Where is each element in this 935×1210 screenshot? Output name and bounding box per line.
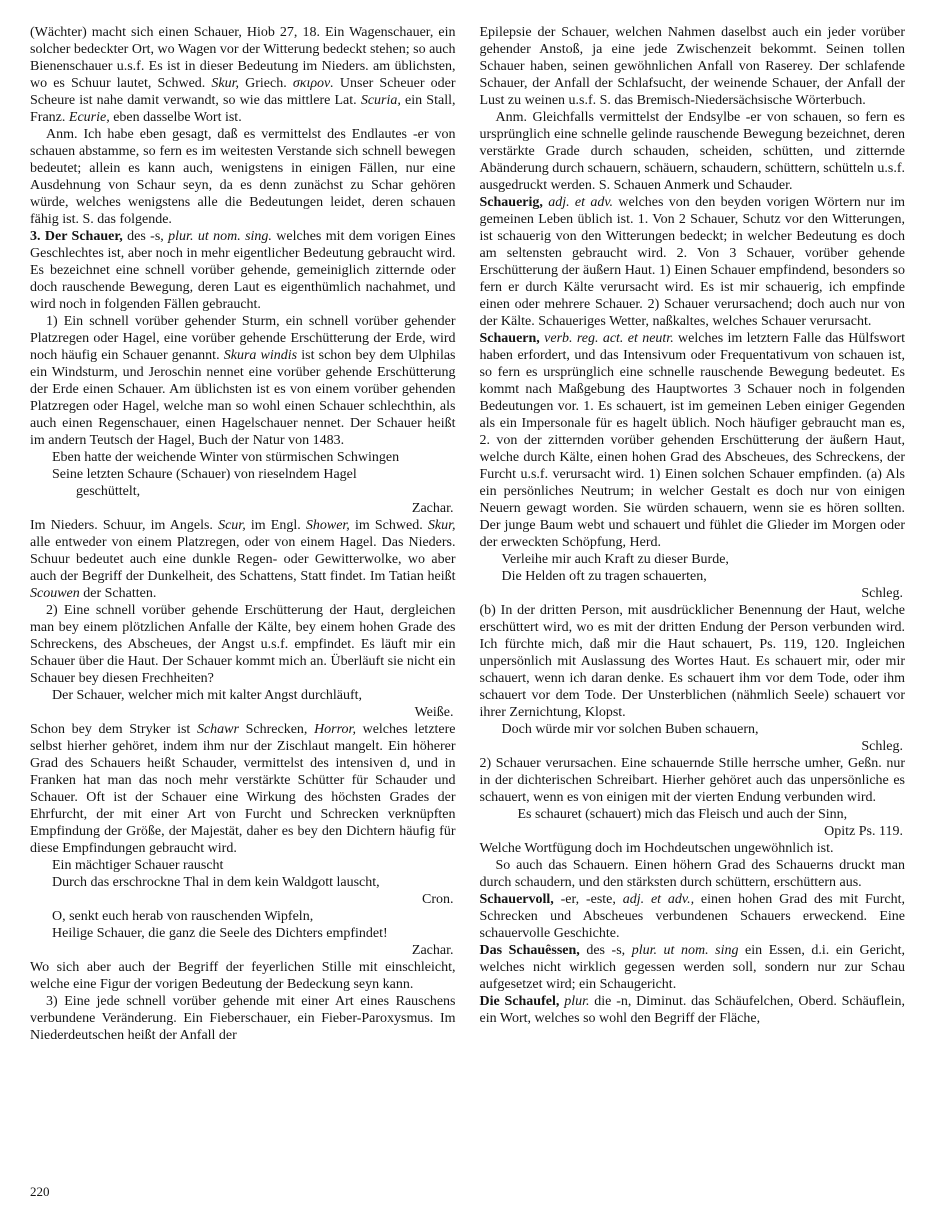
italic-text: Scouwen bbox=[30, 586, 80, 601]
italic-text: Skur, bbox=[427, 518, 456, 533]
verse-line bbox=[30, 908, 456, 925]
paragraph bbox=[30, 959, 456, 993]
entry-headword: Schauerig, bbox=[479, 195, 543, 210]
body-text: Verleihe mir auch Kraft zu dieser Burde, bbox=[501, 552, 729, 567]
body-text: Zachar. bbox=[411, 501, 454, 516]
entry-headword: Schauervoll, bbox=[479, 892, 554, 907]
verse-line bbox=[30, 449, 456, 466]
body-text: ein Stall, Franz. bbox=[30, 93, 456, 125]
paragraph bbox=[480, 194, 906, 330]
body-text: welches letztere selbst hierher gehöret, indem ihm nur der Zischlaut mangelt. Ein höherer Grad des Schauers heißt Schauder, vermittelst des intensiven d, und in Franken hat man das noch mehr verstärkte Schütter für Schauder und Schauer. Oft ist der Schauer eine Wirkung des höchsten Grades der Ehrfurcht, der mit einer Art von Furcht und Schrecken verknüpften Empfindung der Größe, der Majestät, daher es bey den Dichtern häufig für diese Empfindungen gebraucht wird. bbox=[30, 722, 456, 856]
body-text: ist schon bey dem Ulphilas ein Windsturm, und Jeroschin nennet eine vorüber gehende Erschütterung der Erde einen Schauer. Am üblichsten ist es von einem vorüber gehenden Platzregen oder Hagel, welche man so wohl einen Schauer schlechthin, als auch einen Regenschauer, einen Hagelschauer nennet. Der Schauer heißt im andern Teutsch der Hagel, Buch der Natur von 1483. bbox=[30, 348, 456, 448]
italic-text: adj. et adv. bbox=[548, 195, 614, 210]
body-text: So auch das Schauern. Einen höhern Grad des Schauerns druckt man durch schaudern, und den stärksten durch schüttern, erschüttern aus. bbox=[479, 858, 905, 890]
page-number: 220 bbox=[30, 1184, 50, 1199]
body-text: welches mit dem vorigen Eines Geschlechtes ist, aber noch in mehr eigentlicher Bedeutung gebraucht wird. Es bezeichnet eine schnell vorüber gehende, gemeiniglich zitternde oder doch rauschende Bewegung, deren Laut es eigenthümlich nachahmet, und wird noch in folgenden Fällen gebraucht. bbox=[30, 229, 456, 312]
paragraph bbox=[480, 109, 906, 194]
entry-headword: 3. Der Schauer, bbox=[30, 229, 123, 244]
body-text: Schleg. bbox=[861, 739, 903, 754]
body-text: 2) Schauer verursachen. Eine schauernde Stille herrsche umher, Geßn. nur in der dichterischen Schreibart. Hierher gehöret auch das unpersönliche es schauert, wenn es von einigen mit der vierten Endung verbunden wird. bbox=[479, 756, 905, 805]
body-text: der Schatten. bbox=[79, 586, 157, 601]
italic-text: Skura windis bbox=[223, 348, 298, 363]
paragraph bbox=[30, 721, 456, 857]
paragraph bbox=[480, 330, 906, 551]
body-text: die -n, Diminut. das Schäufelchen, Oberd. Schäuflein, ein Wort, welches so wohl den Begriff der Fläche, bbox=[479, 994, 906, 1026]
verse-line bbox=[30, 874, 456, 891]
body-text: des -s, bbox=[579, 943, 632, 958]
paragraph bbox=[30, 228, 456, 313]
body-text: (b) In der dritten Person, mit ausdrücklicher Benennung der Haut, welche erschüttert wird, wo es mit der dritten Endung der Person verbunden wird. Ich fürchte mich, daß mir die Haut schauert, Ps. 119, 120. Ingleichen unpersönlich mit Auslassung des Wortes Haut. Es schauert mir, oder mir schauert, wenn ich daran denke. Es schauert ihm vor dem Tode, oder ihm schauert vor dem Tode. Der Unsterblichen (nähmlich Seele) schauert vor ihrer Zernichtung, Klopst. bbox=[479, 603, 905, 720]
body-text: alle entweder von einem Platzregen, oder von einem Hagel. Das Nieders. Schuur bedeutet auch eine dunkle Regen- oder Gewitterwolke, wo aber auch der Begriff der Dunkelheit, des Schattens, Statt findet. Im Tatian heißt bbox=[30, 535, 456, 584]
body-text: Schon bey dem Stryker ist bbox=[30, 722, 197, 737]
body-text: einen hohen Grad des mit Furcht, Schrecken und Abscheues verbundenen Schauers erweckend. Eine schauervolle Geschichte. bbox=[479, 892, 906, 941]
verse-attribution bbox=[30, 891, 456, 908]
body-text: 1) Ein schnell vorüber gehender Sturm, ein schnell vorüber gehender Platzregen oder Hagel, eine vorüber gehende Erschütterung der Erde, wird noch häufig ein Schauer genannt. bbox=[30, 314, 456, 363]
verse-line bbox=[30, 925, 456, 942]
body-text: Schrecken, bbox=[238, 722, 315, 737]
paragraph bbox=[480, 602, 906, 721]
verse-attribution bbox=[480, 823, 906, 840]
body-text: Zachar. bbox=[411, 943, 454, 958]
paragraph bbox=[480, 857, 906, 891]
entry-headword: Die Schaufel, bbox=[479, 994, 560, 1009]
verse-attribution bbox=[480, 585, 906, 602]
body-text: 2) Eine schnell vorüber gehende Erschütterung der Haut, dergleichen man bey einem plötzlichen Anfalle der Kälte, bey einem hohen Grade des Schreckens, des Abscheues, der Angst u.s.f. empfindet. Es läuft mir ein Schauer über die Haut. Der Schauer kommt mich an. Überläuft sie nicht ein Schauer bey diesen Frechheiten? bbox=[30, 603, 456, 686]
verse-attribution bbox=[30, 500, 456, 517]
body-text: ein Essen, d.i. ein Gericht, welches nicht wirklich gegessen werden soll, sondern nur zur Schau aufgesetzet wird; ein Schaugericht. bbox=[479, 943, 905, 992]
verse-attribution bbox=[30, 942, 456, 959]
body-text: Eben hatte der weichende Winter von stürmischen Schwingen bbox=[52, 450, 400, 465]
italic-text: adj. et adv., bbox=[622, 892, 695, 907]
body-text: Wo sich aber auch der Begriff der feyerlichen Stille mit einschleicht, welche eine Figur der vorigen Bedeutung der Bedeckung seyn kann. bbox=[30, 960, 456, 992]
italic-text: Scur, bbox=[218, 518, 246, 533]
body-text: Griech. bbox=[239, 76, 293, 91]
italic-text: Scuria, bbox=[360, 93, 401, 108]
paragraph bbox=[30, 126, 456, 228]
verse-line bbox=[30, 483, 456, 500]
verse-line bbox=[30, 687, 456, 704]
entry-headword: Das Schauêssen, bbox=[479, 943, 580, 958]
body-text: Schleg. bbox=[861, 586, 903, 601]
paragraph bbox=[480, 942, 906, 993]
italic-text: Ecurie, bbox=[68, 110, 110, 125]
body-text: O, senkt euch herab von rauschenden Wipfeln, bbox=[52, 909, 314, 924]
body-text: Ein mächtiger Schauer rauscht bbox=[52, 858, 224, 873]
body-text: -er, -este, bbox=[553, 892, 623, 907]
body-text: eben dasselbe Wort ist. bbox=[109, 110, 242, 125]
paragraph bbox=[480, 840, 906, 857]
verse-line bbox=[480, 568, 906, 585]
paragraph bbox=[30, 993, 456, 1044]
body-text: (Wächter) macht sich einen Schauer, Hiob 27, 18. Ein Wagenschauer, ein solcher bedeckter Ort, wo Wagen vor der Witterung bedeckt stehen; so auch Bienenschauer u.s.f. Es ist in dieser Bedeutung im Nieders. am üblichsten, wo es Schuur lautet, Schwed. bbox=[30, 25, 456, 91]
body-text: Durch das erschrockne Thal in dem kein Waldgott lauscht, bbox=[52, 875, 380, 890]
paragraph bbox=[480, 993, 906, 1027]
italic-text: plur. bbox=[564, 994, 590, 1009]
body-text: Welche Wortfügung doch im Hochdeutschen ungewöhnlich ist. bbox=[479, 841, 834, 856]
body-text: Die Helden oft zu tragen schauerten, bbox=[501, 569, 707, 584]
body-text: 3) Eine jede schnell vorüber gehende mit einer Art eines Rauschens verbundene Veränderung. Ein Fieberschauer, ein Fieber-Paroxysmus. Im Niederdeutschen heißt der Anfall der bbox=[30, 994, 456, 1043]
right-column bbox=[480, 24, 906, 1044]
verse-line bbox=[30, 857, 456, 874]
verse-line bbox=[480, 721, 906, 738]
body-text: Unser Scheuer oder Scheure ist nahe damit verwandt, so wie das mittlere Lat. bbox=[30, 76, 456, 108]
body-text: welches im letztern Falle das Hülfswort haben erfordert, und das Intensivum oder Frequentativum von schauen ist, so fern es ursprünglich eine schnelle rauschende Bewegung bedeutet. Es kommt nach Maßgebung des Hauptwortes 3 Schauer noch in folgenden Bedeutungen vor. 1. Es schauert, ist im gemeinen Leben einiger Gegenden als ein Impersonale für es hagelt üblich. Noch häufiger gebraucht man es, 2. von der zitternden vorüber gehenden Erschütterung der äußern Haut, welche durch Kälte, einen hohen Grad des Abscheues, des Schreckens, der Furcht u.s.f. verursacht wird. 1) Einen solchen Schauer empfinden. (a) Als ein persönliches Neutrum; in welcher Gestalt es doch nur von einigen Neuern gewagt worden. Sie würden schauern, wenn sie es hören sollten. Der junge Baum webt und schauert und fühlet die Glieder im Morgen oder der erweckten Schöpfung, Herd. bbox=[479, 331, 905, 550]
italic-text: plur. ut nom. sing. bbox=[168, 229, 272, 244]
italic-text: plur. ut nom. sing bbox=[631, 943, 739, 958]
body-text: welches von den beyden vorigen Wörtern nur im gemeinen Leben üblich ist. 1. Von 2 Schauer, Schutz vor den Witterungen, ist schauerig von den Witterungen bedeckt; in welcher Bedeutung es doch am seltensten gebraucht wird. 2. Von 3 Schauer, vorüber gehende Erschütterung der äußern Haut. 1) Einen Schauer empfindend, besonders so fern er durch Kälte verursacht wird. Es ist mir schauerig, ich empfinde einen oder mehrere Schauer. 2) Schauer verursachend; doch auch nur von der Kälte. Schaueriges Wetter, naßkaltes, welches Schauer verursacht. bbox=[479, 195, 905, 329]
italic-text: Horror, bbox=[314, 722, 356, 737]
body-text: im Engl. bbox=[245, 518, 306, 533]
body-text: Cron. bbox=[422, 892, 454, 907]
body-text: Heilige Schauer, die ganz die Seele des Dichters empfindet! bbox=[52, 926, 388, 941]
body-text: Anm. Ich habe eben gesagt, daß es vermittelst des Endlautes -er von schauen abstamme, so fern es im weitesten Verstande sich schnell bewegen bedeutet; allein es kann auch, wenigstens in einigen Fällen, nur eine Ausdehnung von Schaur seyn, da es denn zunächst zu Schar gehören würde, welches wenigstens alle die Bedeutungen leidet, deren schauen fähig ist. S. das folgende. bbox=[30, 127, 456, 227]
paragraph bbox=[480, 891, 906, 942]
body-text: Es schauret (schauert) mich das Fleisch und auch der Sinn, bbox=[517, 807, 848, 822]
body-text: Epilepsie der Schauer, welchen Nahmen daselbst auch ein jeder vorüber gehender Anstoß, ja eine jede Zwischenzeit bekommt. Seinen tollen Schauer haben, seinen gewöhnlichen Anfall von Raserey. Der schlafende Schauer, der Anfall der Schlafsucht, der weinende Schauer, der Anfall der Lust zu weinen u.s.f. S. das Bremisch-Niedersächsische Wörterbuch. bbox=[479, 25, 905, 108]
italic-text: σκιρον. bbox=[292, 76, 334, 91]
body-text: Seine letzten Schaure (Schauer) von rieselndem Hagel bbox=[52, 467, 357, 482]
verse-attribution bbox=[30, 704, 456, 721]
body-text: im Schwed. bbox=[349, 518, 428, 533]
italic-text: Shower, bbox=[305, 518, 350, 533]
italic-text: verb. reg. act. et neutr. bbox=[544, 331, 674, 346]
paragraph bbox=[30, 517, 456, 602]
paragraph bbox=[30, 602, 456, 687]
paragraph bbox=[30, 313, 456, 449]
body-text: des -s, bbox=[122, 229, 169, 244]
italic-text: Skur, bbox=[211, 76, 240, 91]
two-column-layout bbox=[30, 24, 905, 1044]
italic-text: Schawr bbox=[196, 722, 239, 737]
body-text: Anm. Gleichfalls vermittelst der Endsylbe -er von schauen, so fern es ursprünglich eine schnelle gelinde rauschende Bewegung bezeichnet, deren verstärkte Grade durch schauden, scheiden, schütten, und zitternde Abänderung durch schauern, schäuern, schaudern, schüttern, schütteln u.s.f. ausgedruckt werden. S. Schauen Anmerk und Schauder. bbox=[479, 110, 905, 193]
verse-line bbox=[480, 806, 906, 823]
body-text: Im Nieders. Schuur, im Angels. bbox=[30, 518, 219, 533]
body-text: geschüttelt, bbox=[76, 484, 141, 499]
verse-attribution bbox=[480, 738, 906, 755]
paragraph bbox=[480, 24, 906, 109]
left-column bbox=[30, 24, 456, 1044]
entry-headword: Schauern, bbox=[479, 331, 540, 346]
body-text: Weiße. bbox=[414, 705, 454, 720]
verse-line bbox=[480, 551, 906, 568]
body-text: Doch würde mir vor solchen Buben schauern, bbox=[501, 722, 759, 737]
body-text: Opitz Ps. 119. bbox=[824, 824, 903, 839]
body-text: Der Schauer, welcher mich mit kalter Angst durchläuft, bbox=[52, 688, 363, 703]
verse-line bbox=[30, 466, 456, 483]
paragraph bbox=[480, 755, 906, 806]
paragraph bbox=[30, 24, 456, 126]
